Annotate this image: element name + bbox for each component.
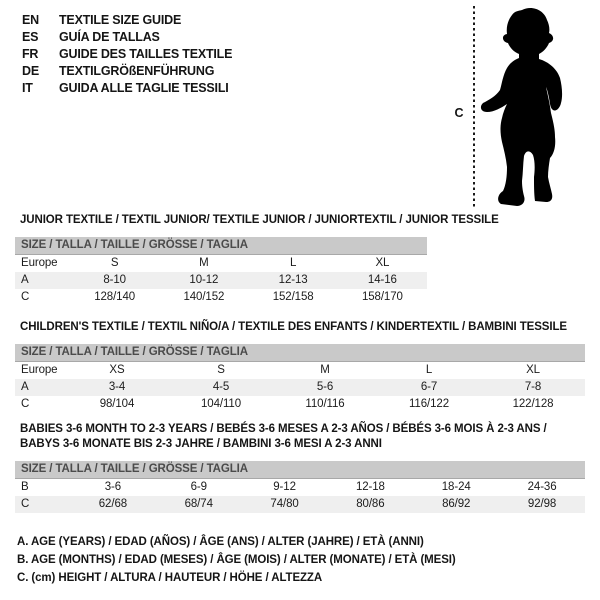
- babies-size-header-bar: SIZE / TALLA / TAILLE / GRÖSSE / TAGLIA: [15, 461, 585, 479]
- size-cell: 7-8: [524, 381, 542, 393]
- lang-row-it: [22, 80, 232, 97]
- junior-row-age: [15, 272, 427, 289]
- size-cell: 104/110: [200, 398, 242, 410]
- size-cell: 140/152: [183, 291, 225, 303]
- size-cell: 3-4: [108, 381, 126, 393]
- size-cell: L: [425, 364, 433, 376]
- note-height-cm: C. (cm) HEIGHT / ALTURA / HAUTEUR / HÖHE / ALTEZZA: [17, 572, 323, 584]
- children-row-europe: [15, 362, 585, 379]
- lang-title: TEXTILGRÖßENFÜHRUNG: [59, 64, 215, 78]
- size-cell: 14-16: [367, 274, 397, 286]
- row-label-cell: C: [21, 398, 30, 410]
- babies-row-height: [15, 496, 585, 513]
- size-cell: 4-5: [212, 381, 230, 393]
- height-measure-dashed-line: [473, 6, 475, 208]
- size-cell: 6-9: [190, 481, 207, 493]
- row-label-cell: Europe: [21, 257, 58, 269]
- size-cell: 92/98: [527, 498, 557, 510]
- size-cell: 68/74: [184, 498, 213, 510]
- size-cell: XL: [375, 257, 390, 269]
- lang-title: GUIDA ALLE TAGLIE TESSILI: [59, 81, 229, 95]
- lang-row-fr: [22, 46, 232, 63]
- size-cell: 128/140: [94, 291, 136, 303]
- size-cell: 18-24: [441, 481, 471, 493]
- children-row-age: [15, 379, 585, 396]
- legend-notes: [17, 533, 456, 587]
- row-label-cell: A: [21, 381, 29, 393]
- size-cell: 8-10: [103, 274, 126, 286]
- row-label-cell: C: [21, 498, 30, 510]
- babies-section-title-line2: BABYS 3-6 MONATE BIS 2-3 JAHRE / BAMBINI 3-6 MESI A 2-3 ANNI: [20, 438, 382, 450]
- lang-code: EN: [22, 13, 39, 27]
- size-cell: 12-18: [355, 481, 385, 493]
- size-cell: 3-6: [104, 481, 122, 493]
- junior-section-title: JUNIOR TEXTILE / TEXTIL JUNIOR/ TEXTILE JUNIOR / JUNIORTEXTIL / JUNIOR TESSILE: [20, 214, 499, 226]
- lang-code: FR: [22, 47, 39, 61]
- size-cell: 110/116: [305, 398, 345, 410]
- children-row-height: [15, 396, 585, 413]
- children-size-header-bar: SIZE / TALLA / TAILLE / GRÖSSE / TAGLIA: [15, 344, 585, 362]
- size-cell: 80/86: [356, 498, 385, 510]
- junior-row-height: [15, 289, 427, 306]
- lang-title: GUÍA DE TALLAS: [59, 30, 160, 44]
- size-cell: 6-7: [420, 381, 438, 393]
- row-label-cell: B: [21, 481, 29, 493]
- size-cell: XL: [526, 364, 540, 376]
- babies-table: [15, 461, 585, 513]
- size-cell: 9-12: [273, 481, 296, 493]
- size-cell: 10-12: [189, 274, 219, 286]
- size-cell: 74/80: [270, 498, 299, 510]
- junior-row-europe: [15, 255, 427, 272]
- lang-row-de: [22, 63, 232, 80]
- lang-title: GUIDE DES TAILLES TEXTILE: [59, 47, 233, 61]
- size-cell: S: [110, 257, 119, 269]
- size-cell: 62/68: [98, 498, 128, 510]
- size-cell: 116/122: [408, 398, 450, 410]
- size-cell: 152/158: [272, 291, 314, 303]
- size-cell: L: [289, 257, 297, 269]
- size-cell: M: [320, 364, 330, 376]
- size-cell: S: [217, 364, 225, 376]
- children-section-title: CHILDREN'S TEXTILE / TEXTIL NIÑO/A / TEXTILE DES ENFANTS / KINDERTEXTIL / BAMBINI TESSILE: [20, 321, 567, 333]
- size-cell: 98/104: [99, 398, 135, 410]
- size-cell: 86/92: [442, 498, 471, 510]
- size-cell: XS: [109, 364, 125, 376]
- note-age-years: A. AGE (YEARS) / EDAD (AÑOS) / ÂGE (ANS) / ALTER (JAHRE) / ETÀ (ANNI): [17, 536, 424, 548]
- junior-table: [15, 237, 427, 306]
- lang-code: IT: [22, 81, 33, 95]
- children-table: [15, 344, 585, 413]
- size-cell: 12-13: [278, 274, 308, 286]
- lang-title: TEXTILE SIZE GUIDE: [59, 13, 182, 27]
- size-cell: 158/170: [361, 291, 403, 303]
- size-cell: 122/128: [512, 398, 554, 410]
- row-label-cell: C: [21, 291, 30, 303]
- row-label-cell: Europe: [21, 364, 58, 376]
- note-age-months: B. AGE (MONTHS) / EDAD (MESES) / ÂGE (MOIS) / ALTER (MONATE) / ETÀ (MESI): [17, 554, 456, 566]
- language-title-list: [22, 12, 232, 97]
- junior-size-header-bar: SIZE / TALLA / TAILLE / GRÖSSE / TAGLIA: [15, 237, 427, 255]
- row-label-cell: A: [21, 274, 29, 286]
- size-cell: 24-36: [527, 481, 557, 493]
- lang-row-en: [22, 12, 232, 29]
- lang-code: DE: [22, 64, 39, 78]
- lang-code: ES: [22, 30, 39, 44]
- measure-c-label: C: [454, 106, 464, 120]
- babies-row-months: [15, 479, 585, 496]
- lang-row-es: [22, 29, 232, 46]
- size-cell: 5-6: [316, 381, 334, 393]
- baby-silhouette: [478, 4, 578, 214]
- babies-section-title-line1: BABIES 3-6 MONTH TO 2-3 YEARS / BEBÉS 3-6 MESES A 2-3 AÑOS / BÉBÉS 3-6 MOIS À 2-3 ANS /: [20, 423, 547, 435]
- size-cell: M: [199, 257, 209, 269]
